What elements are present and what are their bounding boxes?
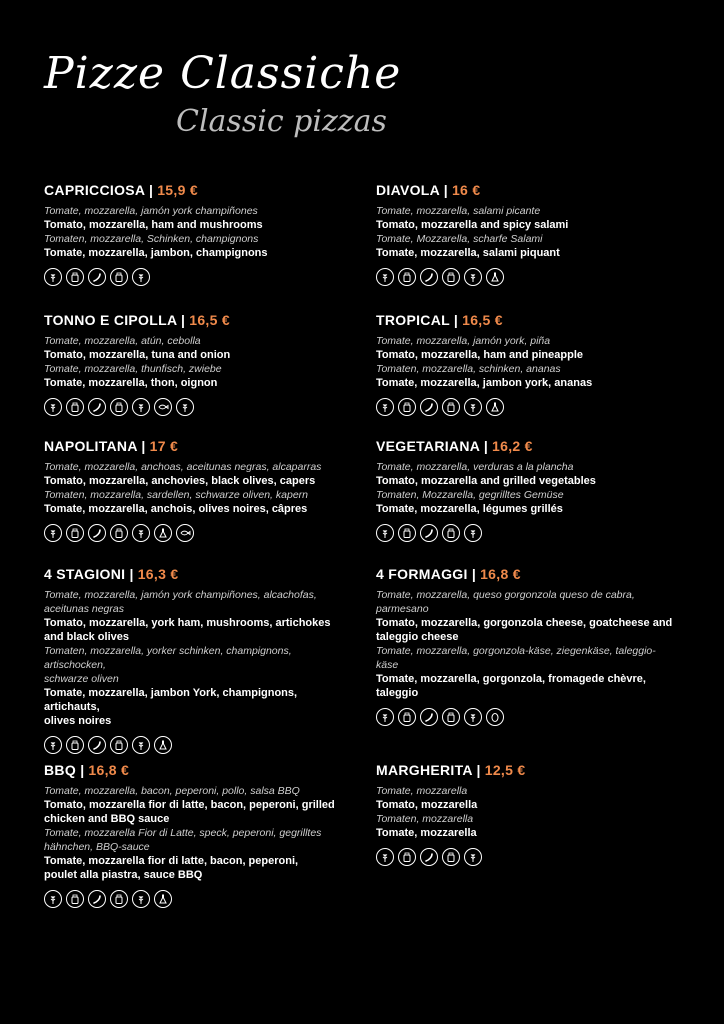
item-name: 4 STAGIONI | [44,566,134,582]
pepper-icon [88,890,106,908]
item-price: 16 € [451,182,481,198]
allergen-icons [376,524,691,542]
ingredients-translation: Tomaten, mozzarella, schinken, ananas [376,363,561,375]
ingredients-description: Tomato, mozzarella and spicy salami [376,219,569,231]
ingredients-description: Tomato, mozzarella, york ham, mushrooms, artichokes [44,617,331,629]
ingredients-description: Tomate, mozzarella, jambon York, champignons, artichauts, [44,687,298,713]
ingredients-description: Tomato, mozzarella, tuna and onion [44,349,231,361]
ingredients-translation: Tomate, mozzarella [376,785,468,797]
allergen-icons [44,890,354,908]
jar-icon [110,268,128,286]
item-price: 16,2 € [492,438,533,454]
ingredients-description: Tomato, mozzarella, anchovies, black olives, capers [44,475,316,487]
item-name: MARGHERITA | [376,762,481,778]
item-price: 16,5 € [189,312,230,328]
item-heading [44,182,354,198]
ingredients-translation: parmesano [376,603,429,615]
menu-item [376,438,691,542]
pepper-icon [88,268,106,286]
jar-icon [66,268,84,286]
ingredients-translation: Tomaten, mozzarella, yorker schinken, champignons, artischocken, [44,645,292,671]
item-price: 16,5 € [462,312,503,328]
allergen-icons [376,708,691,726]
ingredients-description: Tomato, mozzarella and grilled vegetables [376,475,596,487]
jar-icon [442,524,460,542]
ingredients-translation: Tomaten, mozzarella [376,813,474,825]
egg-icon [486,708,504,726]
jar-icon [398,708,416,726]
page-title: Pizze Classiche [44,48,402,99]
flask-icon [486,268,504,286]
ingredients-description: and black olives [44,631,129,643]
ingredients-translation: Tomate, mozzarella, gorgonzola-käse, ziegenkäse, taleggio- [376,645,656,657]
ingredients-description: Tomato, mozzarella fior di latte, bacon, peperoni, grilled [44,799,335,811]
ingredients-description: Tomate, mozzarella, anchois, olives noires, câpres [44,503,308,515]
ingredients-description: Tomato, mozzarella, ham and mushrooms [44,219,263,231]
jar-icon [66,736,84,754]
item-price: 17 € [149,438,179,454]
jar-icon [398,398,416,416]
jar-icon [442,398,460,416]
ingredients-translation: Tomate, mozzarella, salami picante [376,205,541,217]
jar-icon [398,848,416,866]
item-price: 16,3 € [137,566,179,582]
item-name: 4 FORMAGGI | [376,566,477,582]
ingredients-description: Tomate, mozzarella, thon, oignon [44,377,218,389]
wheat-icon [464,848,482,866]
jar-icon [66,398,84,416]
ingredients-description: Tomate, mozzarella, gorgonzola, fromagede chèvre, [376,673,646,685]
item-name: BBQ | [44,762,85,778]
ingredients-description: Tomate, mozzarella [376,827,477,839]
wheat-icon [44,398,62,416]
wheat-icon [376,708,394,726]
ingredients-description: taleggio [376,687,419,699]
ingredients-translation: Tomate, mozzarella, anchoas, aceitunas negras, alcaparras [44,461,322,473]
pepper-icon [420,848,438,866]
ingredients-description: Tomate, mozzarella, jambon, champignons [44,247,268,259]
item-price: 12,5 € [484,762,526,778]
ingredients-translation: Tomate, mozzarella, atún, cebolla [44,335,201,347]
ingredients-description: Tomato, mozzarella, gorgonzola cheese, goatcheese and [376,617,673,629]
allergen-icons [376,268,691,286]
ingredients-description: Tomate, mozzarella, légumes grillés [376,503,563,515]
jar-icon [66,890,84,908]
pepper-icon [88,524,106,542]
wheat-icon [132,398,150,416]
pepper-icon [88,398,106,416]
wheat-icon [464,524,482,542]
flask-icon [154,736,172,754]
pepper-icon [88,736,106,754]
flask-icon [154,890,172,908]
wheat-icon [376,268,394,286]
item-name: CAPRICCIOSA | [44,182,154,198]
wheat-icon [44,524,62,542]
item-heading [376,182,691,198]
ingredients-translation: Tomaten, mozzarella, Schinken, champignons [44,233,259,245]
menu-item [44,566,354,754]
item-name: TONNO E CIPOLLA | [44,312,186,328]
jar-icon [110,398,128,416]
wheat-icon [44,736,62,754]
jar-icon [398,268,416,286]
ingredients-translation: käse [376,659,399,671]
item-name: DIAVOLA | [376,182,448,198]
item-name: TROPICAL | [376,312,459,328]
ingredients-translation: Tomate, mozzarella, jamón york champiñones, alcachofas, [44,589,317,601]
wheat-icon [464,268,482,286]
item-heading [44,566,354,582]
allergen-icons [44,398,354,416]
item-heading [376,566,691,582]
menu-item [376,312,691,416]
wheat-icon [132,736,150,754]
wheat-icon [376,848,394,866]
item-heading [376,312,691,328]
item-heading [44,438,354,454]
item-heading [376,762,691,778]
ingredients-translation: Tomate, mozzarella, jamón york champiñones [44,205,258,217]
menu-item [44,762,354,908]
ingredients-description: Tomate, mozzarella fior di latte, bacon, peperoni, [44,855,299,867]
menu-item [44,182,354,286]
jar-icon [110,524,128,542]
ingredients-description: poulet alla piastra, sauce BBQ [44,869,203,881]
jar-icon [442,848,460,866]
jar-icon [110,736,128,754]
menu-item [376,762,691,866]
menu-item [376,566,691,726]
allergen-icons [376,848,691,866]
menu-item [44,438,354,542]
ingredients-translation: hähnchen, BBQ-sauce [44,841,150,853]
wheat-icon [44,890,62,908]
allergen-icons [376,398,691,416]
ingredients-description: Tomate, mozzarella, salami piquant [376,247,560,259]
pepper-icon [420,398,438,416]
item-price: 16,8 € [480,566,521,582]
ingredients-translation: Tomate, Mozzarella, scharfe Salami [376,233,543,245]
jar-icon [442,268,460,286]
ingredients-translation: Tomate, mozzarella, jamón york, piña [376,335,551,347]
item-name: NAPOLITANA | [44,438,146,454]
ingredients-description: chicken and BBQ sauce [44,813,170,825]
ingredients-translation: aceitunas negras [44,603,124,615]
allergen-icons [44,736,354,754]
menu-item [44,312,354,416]
item-heading [44,762,354,778]
ingredients-description: taleggio cheese [376,631,459,643]
wheat-icon [376,524,394,542]
flask-icon [154,524,172,542]
allergen-icons [44,268,354,286]
fish-icon [176,524,194,542]
jar-icon [66,524,84,542]
item-price: 15,9 € [157,182,198,198]
page-subtitle: Classic pizzas [176,104,387,139]
item-name: VEGETARIANA | [376,438,489,454]
ingredients-translation: Tomate, mozzarella, bacon, peperoni, pollo, salsa BBQ [44,785,300,797]
ingredients-description: Tomato, mozzarella, ham and pineapple [376,349,584,361]
pepper-icon [420,524,438,542]
wheat-icon [44,268,62,286]
wheat-icon [176,398,194,416]
wheat-icon [376,398,394,416]
ingredients-translation: schwarze oliven [44,673,119,685]
jar-icon [398,524,416,542]
ingredients-translation: Tomate, mozzarella Fior di Latte, speck, peperoni, gegrilltes [44,827,322,839]
ingredients-translation: Tomaten, mozzarella, sardellen, schwarze oliven, kapern [44,489,308,501]
wheat-icon [464,398,482,416]
item-price: 16,8 € [88,762,130,778]
ingredients-translation: Tomaten, Mozzarella, gegrilltes Gemüse [376,489,564,501]
wheat-icon [132,890,150,908]
ingredients-description: Tomato, mozzarella [376,799,478,811]
fish-icon [154,398,172,416]
jar-icon [110,890,128,908]
wheat-icon [464,708,482,726]
wheat-icon [132,524,150,542]
pepper-icon [420,708,438,726]
ingredients-translation: Tomate, mozzarella, thunfisch, zwiebe [44,363,222,375]
menu-item [376,182,691,286]
ingredients-description: Tomate, mozzarella, jambon york, ananas [376,377,593,389]
wheat-icon [132,268,150,286]
ingredients-translation: Tomate, mozzarella, queso gorgonzola queso de cabra, [376,589,635,601]
item-heading [376,438,691,454]
allergen-icons [44,524,354,542]
ingredients-translation: Tomate, mozzarella, verduras a la plancha [376,461,574,473]
pepper-icon [420,268,438,286]
flask-icon [486,398,504,416]
jar-icon [442,708,460,726]
item-heading [44,312,354,328]
ingredients-description: olives noires [44,715,112,727]
